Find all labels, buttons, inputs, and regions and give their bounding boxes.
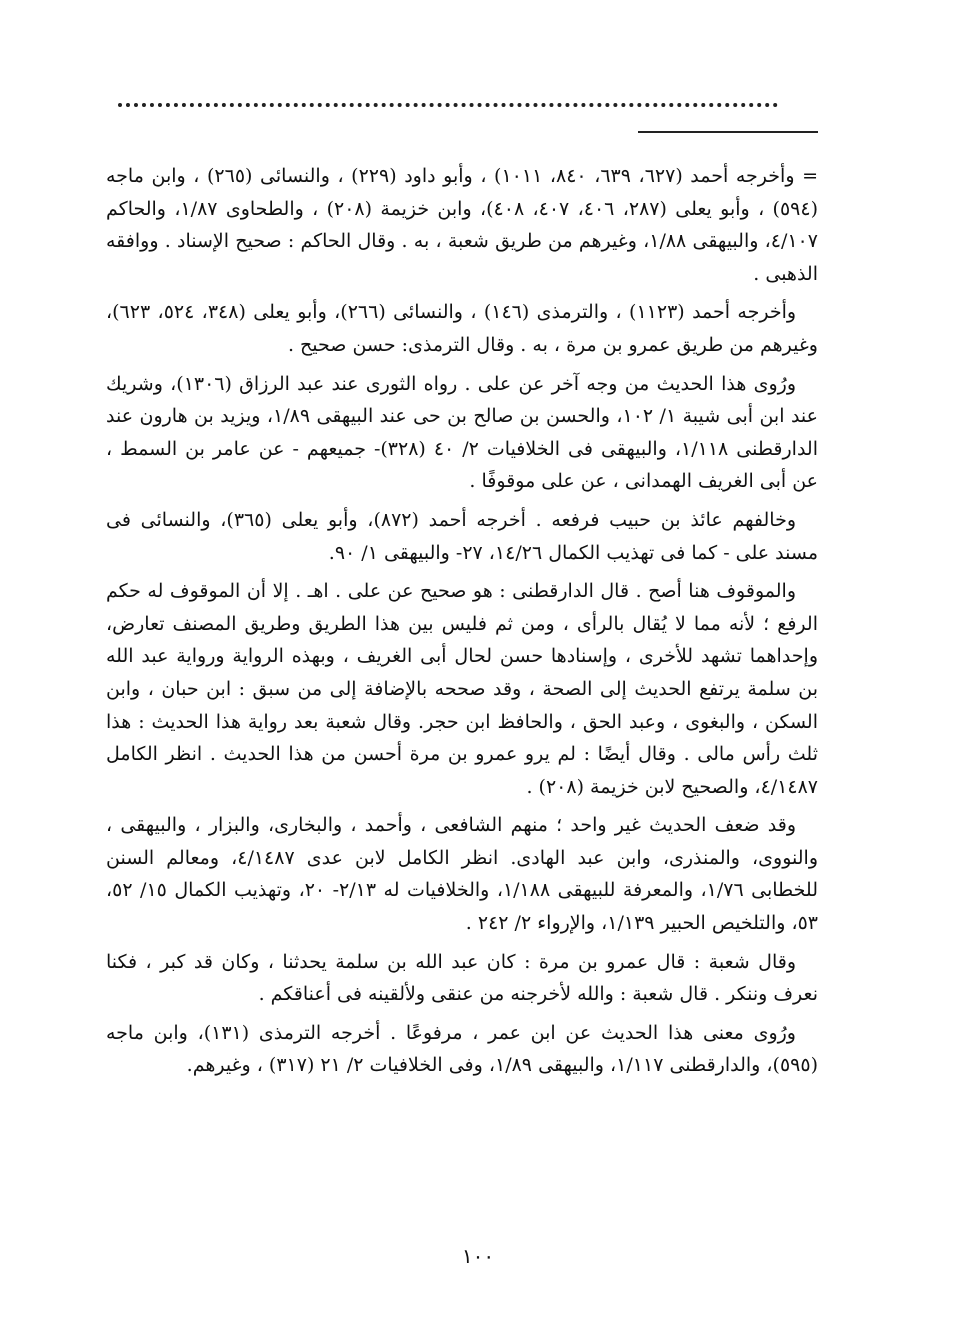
paragraph-3: ورُوى هذا الحديث من وجه آخر عن على . رواه الثورى عند عبد الرزاق (١٣٠٦)، وشريك عند ابن أبى شيبة ١/ ١٠٢، والحسن بن صالح بن حى عند البيهقى ١/٨٩، ويزيد بن هارون عند الدارقطنى ١/١١٨، والبيهقى فى الخلافيات ٢/ ٤٠ (٣٢٨)- جميعهم - عن عامر بن السمط ، عن أبى الغريف الهمدانى ، عن على موقوفًا . [106,372,818,493]
paragraph-8: ورُوى معنى هذا الحديث عن ابن عمر ، مرفوعًا . أخرجه الترمذى (١٣١)، وابن ماجه (٥٩٥)، والدارقطنى ١/١١٧، والبيهقى ١/٨٩، وفى الخلافيات ٢/ ٢١ (٣١٧) ، وغيرهم. [106,1021,818,1077]
dotted-separator [118,103,778,107]
paragraph-5: والموقوف هنا أصح . قال الدارقطنى : هو صحيح عن على . اهـ . إلا أن الموقوف له حكم الرفع ؛ لأنه مما لا يُقال بالرأى ، ومن ثم فليس بين هذا الطريق وطريق المصنف تعارض، وإحداهما تشهد للأخرى ، وإسنادها حسن لحال أبى الغريف ، وبهذه الرواية ورواية عبد الله بن سلمة يرتفع الحديث إلى الصحة ، وقد صححه بالإضافة إلى من سبق : ابن حبان ، وابن السكن ، والبغوى ، وعبد الحق ، والحافظ ابن حجر. وقال شعبة بعد رواية هذا الحديث : هذا ثلث رأس مالى . وقال أيضًا : لم يرو عمرو بن مرة أحسن من هذا الحديث . انظر الكامل ٤/١٤٨٧، والصحيح لابن خزيمة (٢٠٨) . [106,580,818,798]
footnote-text [106,160,818,1088]
paragraph-6: وقد ضعف الحديث غير واحد ؛ منهم الشافعى ، وأحمد ، والبخارى، والبزار ، والبيهقى ، والنووى، والمنذرى، وابن عبد الهادى. انظر الكامل لابن عدى ٤/١٤٨٧، ومعالم السنن للخطابى ١/٧٦، والمعرفة للبيهقى ١/١٨٨، والخلافيات له ٢/١٣- ٢٠، وتهذيب الكمال ١٥/ ٥٢، ٥٣، والتلخيص الحبير ١/١٣٩، والإرواء ٢/ ٢٤٢ . [106,814,819,935]
paragraph-2: وأخرجه أحمد (١١٢٣) ، والترمذى (١٤٦) ، والنسائى (٢٦٦)، وأبو يعلى (٣٤٨، ٥٢٤، ٦٢٣)، وغيرهم من طريق عمرو بن مرة ، به . وقال الترمذى: حسن صحيح . [106,301,818,356]
paragraph-1: = وأخرجه أحمد (٦٢٧، ٦٣٩، ٨٤٠، ١٠١١) ، وأبو داود (٢٢٩) ، والنسائى (٢٦٥) ، وابن ماجه (٥٩٤) ، وأبو يعلى (٢٨٧، ٤٠٦، ٤٠٧، ٤٠٨)، وابن خزيمة (٢٠٨) ، والطحاوى ١/٨٧، والحاكم ٤/١٠٧، والبيهقى ١/٨٨، وغيرهم من طريق شعبة ، به . وقال الحاكم : صحيح الإسناد . ووافقه الذهبى . [106,165,819,285]
footnote-separator [638,131,818,133]
paragraph-4: وخالفهم عائذ بن حبيب فرفعه . أخرجه أحمد (٨٧٢)، وأبو يعلى (٣٦٥)، والنسائى فى مسند على - كما فى تهذيب الكمال ١٤/٢٦، ٢٧- والبيهقى ١/ ٩٠. [106,508,818,564]
paragraph-7: وقال شعبة : قال عمرو بن مرة : كان عبد الله بن سلمة يحدثنا ، وكان قد كبر ، فكنا نعرف وننكر . قال شعبة : والله لأخرجنه من عنقى ولألقينه فى أعناقكم . [106,950,818,1006]
page-number: ١٠٠ [461,1244,495,1268]
